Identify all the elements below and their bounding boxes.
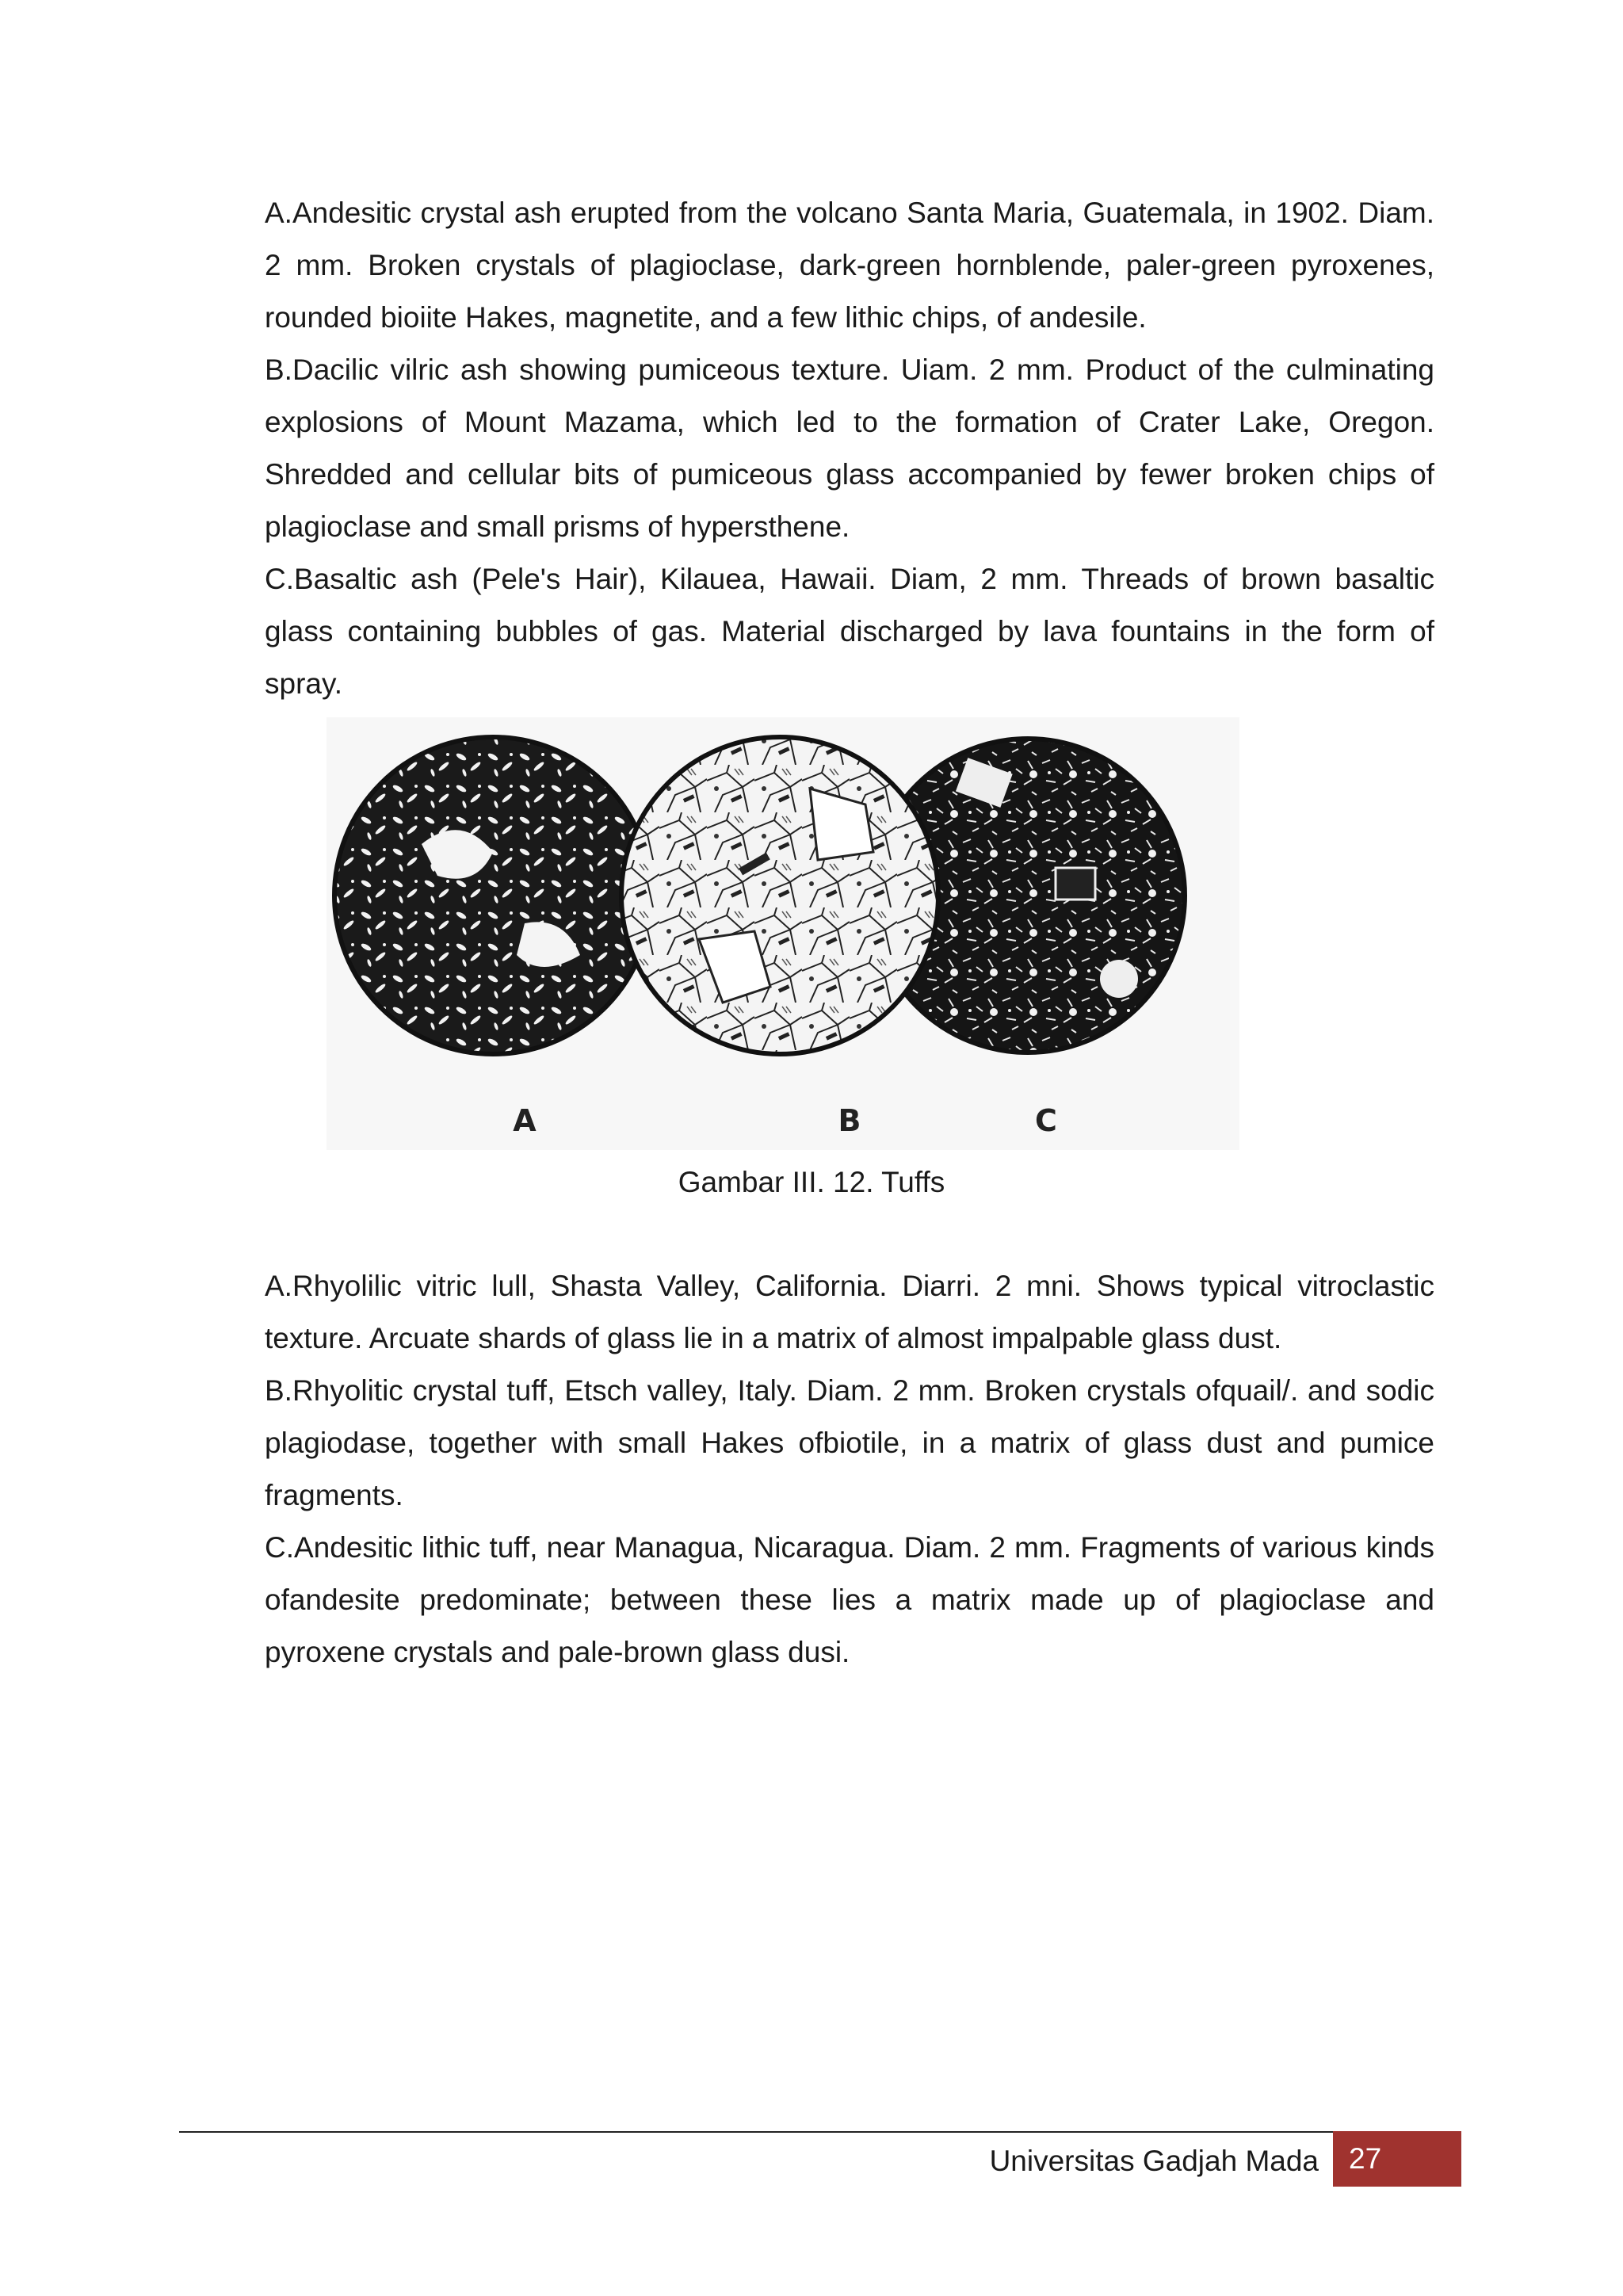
item-text: Andesitic lithic tuff, near Managua, Nicaragua. Diam. 2 mm. Fragments of various kinds ofandesite predominate; between these lies a matrix made up of plagioclase and pyroxene crystals and pale-brown glass dusi.: [265, 1531, 1434, 1668]
item-label: C.: [265, 1531, 294, 1564]
tuff-item-c: [265, 1522, 1434, 1679]
tuff-descriptions: [265, 1260, 1434, 1679]
item-text: Dacilic vilric ash showing pumiceous texture. Uiam. 2 mm. Product of the culminating explosions of Mount Mazama, which led to the formation of Crater Lake, Oregon. Shredded and cellular bits of pumiceous glass accompanied by fewer broken chips of plagioclase and small prisms of hypersthene.: [265, 353, 1434, 543]
ash-item-c: [265, 553, 1434, 710]
ash-item-b: [265, 344, 1434, 553]
figure-label-a: A: [513, 1103, 537, 1138]
item-label: B.: [265, 1374, 292, 1407]
page-number: 27: [1333, 2131, 1461, 2187]
tuff-item-b: [265, 1365, 1434, 1522]
footer-university: Universitas Gadjah Mada: [989, 2145, 1319, 2177]
item-text: Basaltic ash (Pele's Hair), Kilauea, Hawaii. Diam, 2 mm. Threads of brown basaltic glass containing bubbles of gas. Material discharged by lava fountains in the form of spray.: [265, 563, 1434, 700]
tuff-micrograph-illustration: [327, 717, 1239, 1150]
item-text: Rhyolilic vitric lull, Shasta Valley, California. Diarri. 2 mni. Shows typical vitroclastic texture. Arcuate shards of glass lie in a matrix of almost impalpable glass dust.: [265, 1270, 1434, 1354]
figure-label-c: C: [1035, 1103, 1057, 1138]
tuff-figure: [327, 717, 1239, 1150]
item-text: Andesitic crystal ash erupted from the volcano Santa Maria, Guatemala, in 1902. Diam. 2 mm. Broken crystals of plagioclase, dark-green hornblende, paler-green pyroxenes, rounded bioiite Hakes, magnetite, and a few lithic chips, of andesile.: [265, 197, 1434, 334]
item-label: A.: [265, 197, 292, 229]
tuff-item-a: [265, 1260, 1434, 1365]
item-text: Rhyolitic crystal tuff, Etsch valley, Italy. Diam. 2 mm. Broken crystals ofquail/. and sodic plagiodase, together with small Hakes ofbiotile, in a matrix of glass dust and pumice fragments.: [265, 1374, 1434, 1511]
figure-caption: Gambar III. 12. Tuffs: [678, 1166, 945, 1198]
item-label: C.: [265, 563, 294, 595]
ash-item-a: [265, 187, 1434, 344]
figure-label-b: B: [838, 1103, 861, 1138]
footer-divider: [179, 2131, 1461, 2133]
item-label: A.: [265, 1270, 292, 1302]
ash-descriptions: [265, 187, 1434, 710]
item-label: B.: [265, 353, 292, 386]
